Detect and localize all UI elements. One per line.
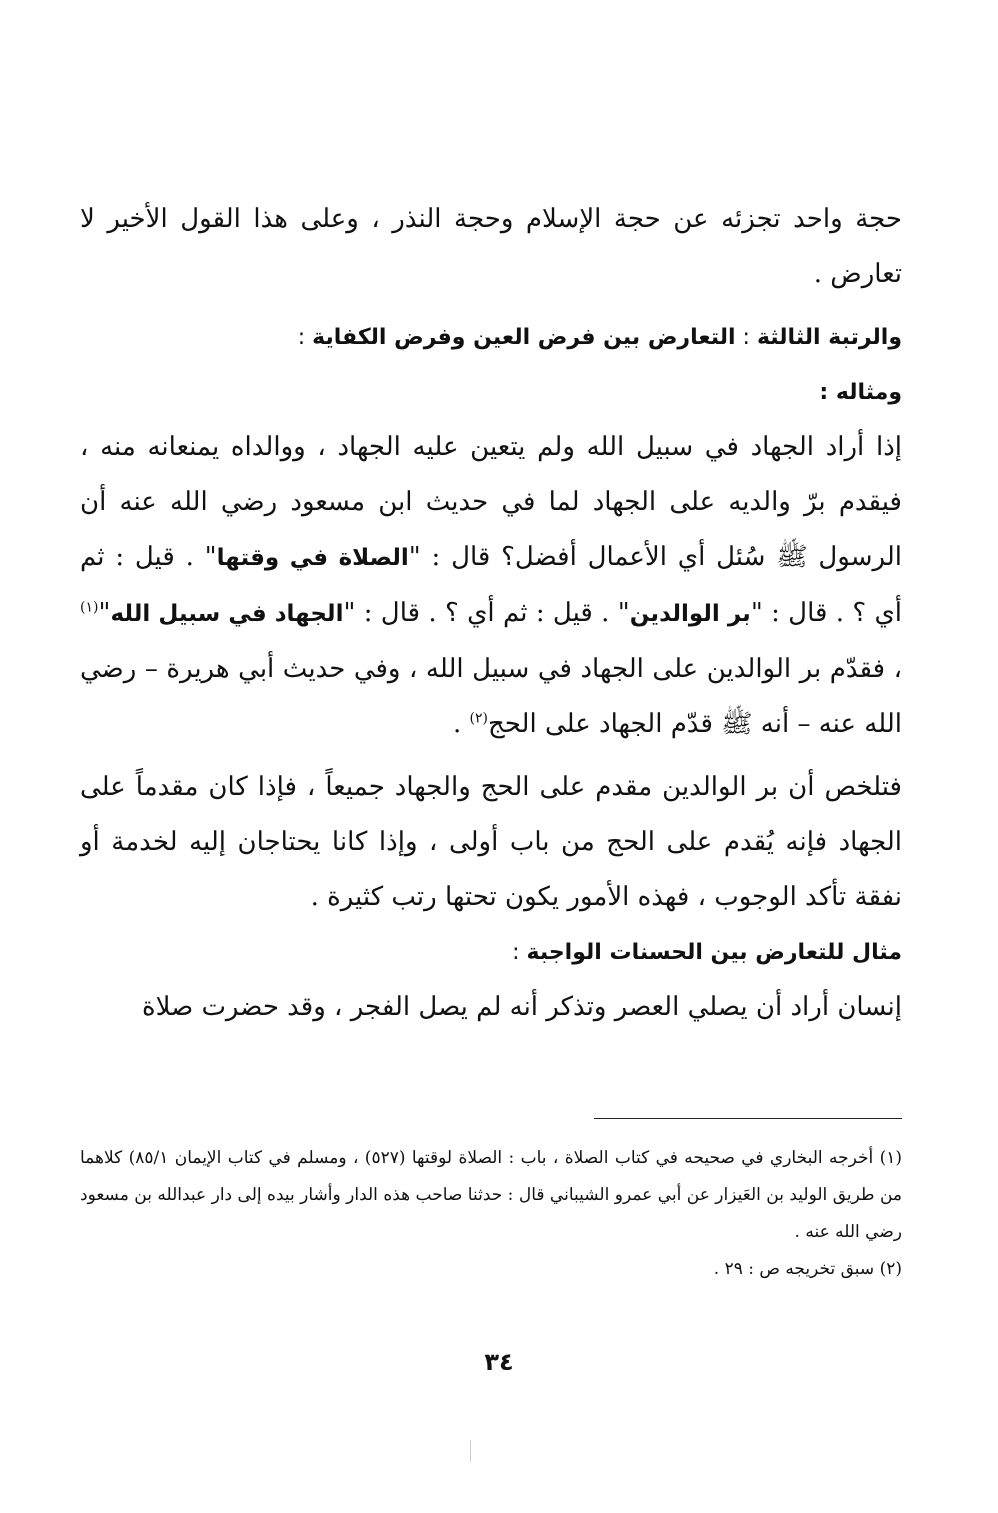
footnote-1: (١) أخرجه البخاري في صحيحه في كتاب الصلاة ، باب : الصلاة لوقتها (٥٢٧) ، ومسلم في كتاب الإيمان ٨٥/١) كلاهما من طريق الوليد بن العَيزار عن أبي عمرو الشيباني قال : حدثنا صاحب هذه الدار وأشار بيده إلى دار عبدالله بن مسعود رضي الله عنه . — [80, 1148, 903, 1242]
scan-artifact-mark — [470, 1440, 471, 1462]
paragraph-prayer-example: إنسان أراد أن يصلي العصر وتذكر أنه لم يصل الفجر ، وقد حضرت صلاة — [141, 992, 902, 1022]
quote-jihad: الجهاد في سبيل الله — [110, 601, 344, 627]
section-heading-obligatory-deeds — [80, 925, 902, 980]
heading-title: التعارض بين فرض العين وفرض الكفاية — [312, 325, 736, 350]
section-heading-third-rank — [80, 310, 902, 365]
paragraph-summary: فتلخص أن بر الوالدين مقدم على الحج والجهاد جميعاً ، فإذا كان مقدماً على الجهاد فإنه يُقدم على الحج من باب أولى ، وإذا كانا يحتاجان إليه لخدمة أو نفقة تأكد الوجوب ، فهذه الأمور يكون تحتها رتب كثيرة . — [80, 772, 902, 912]
text-run: ، فقدّم بر الوالدين على الجهاد في سبيل الله ، وفي حديث أبي هريرة – رضي الله عنه – أنه ﷺ قدّم الجهاد على الحج — [80, 654, 902, 739]
footnote-2: (٢) سبق تخريجه ص : ٢٩ . — [713, 1259, 902, 1279]
example-label: ومثاله : — [819, 380, 902, 405]
footnote-ref-2[interactable]: (٢) — [469, 710, 488, 727]
paragraph-jihad-example — [80, 420, 902, 752]
footnotes — [80, 1140, 902, 1288]
text-run: . — [452, 709, 470, 739]
footnote-divider — [594, 1118, 902, 1119]
heading-title: مثال للتعارض بين الحسنات الواجبة — [526, 940, 902, 965]
heading-separator: : — [735, 325, 757, 350]
text-run: " . قيل : ثم أي ؟ . قال : " — [80, 542, 903, 628]
heading-label: والرتبة الثالثة — [756, 325, 902, 350]
page-number: ٣٤ — [484, 1348, 514, 1376]
heading-end: : — [297, 325, 313, 350]
text-run: إذا أراد الجهاد في سبيل الله ولم يتعين عليه الجهاد ، ووالداه يمنعانه منه ، فيقدم برّ والديه على الجهاد لما في حديث ابن مسعود رضي الله عنه أن الرسول ﷺ سُئل أي الأعمال أفضل؟ قال : " — [80, 432, 903, 572]
text-run: " . قيل : ثم أي ؟ . قال : " — [343, 598, 630, 628]
heading-end: : — [512, 940, 527, 965]
main-text — [80, 192, 902, 1035]
quote-prayer-on-time: الصلاة في وقتها — [216, 545, 409, 571]
quote-honoring-parents: بر الوالدين — [629, 601, 751, 627]
paragraph-continuation: حجة واحد تجزئه عن حجة الإسلام وحجة النذر ، وعلى هذا القول الأخير لا تعارض . — [80, 204, 902, 289]
text-run: " — [98, 598, 111, 628]
footnote-ref-1[interactable]: (١) — [80, 599, 99, 616]
